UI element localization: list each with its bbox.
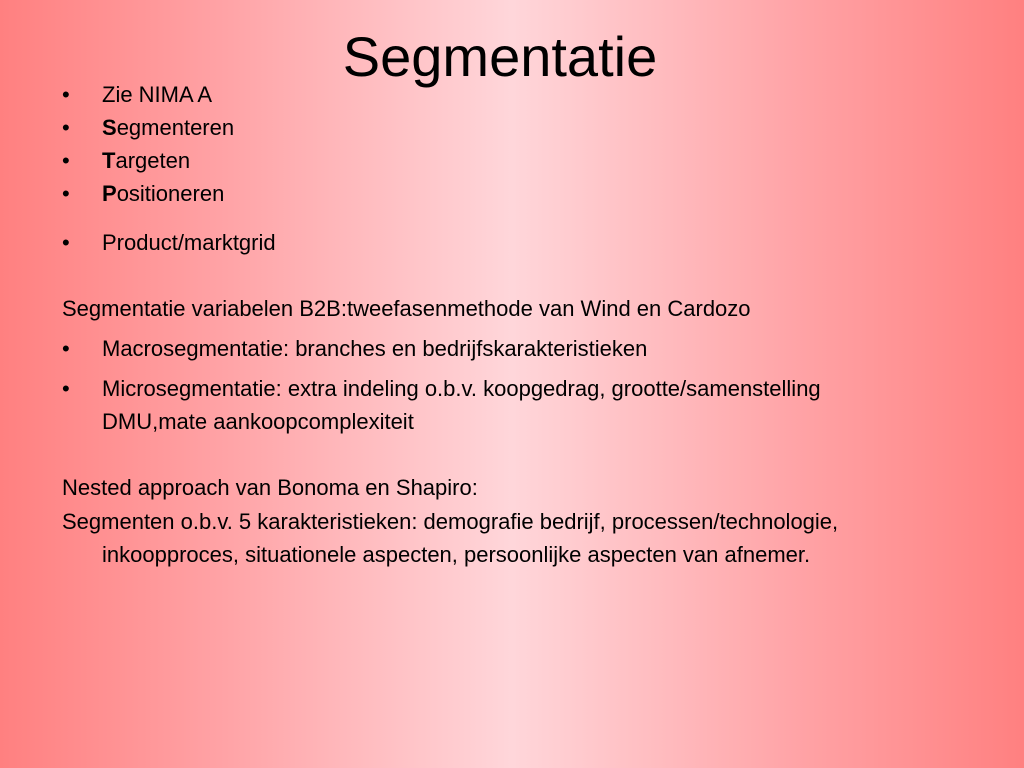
list-item-text: Macrosegmentatie: branches en bedrijfskarakteristieken xyxy=(102,336,648,361)
list-item-positioneren xyxy=(62,177,1002,210)
list-item-zie-nima xyxy=(62,78,1002,111)
bold-initial: P xyxy=(102,181,117,206)
bullet-icon: • xyxy=(62,230,70,255)
b2b-heading: Segmentatie variabelen B2B:tweefasenmethode van Wind en Cardozo xyxy=(62,296,751,321)
bold-initial: T xyxy=(102,148,116,173)
list-item-product-marktgrid xyxy=(62,226,1002,259)
slide-title: Segmentatie xyxy=(342,25,658,88)
list-item-segmenteren xyxy=(62,111,1002,144)
bold-initial: S xyxy=(102,115,117,140)
list-item-text: egmenteren xyxy=(116,115,235,140)
list-item-microsegmentatie xyxy=(62,372,842,438)
list-item-text: Product/marktgrid xyxy=(102,230,276,255)
bullet-icon: • xyxy=(62,336,70,361)
bullet-icon: • xyxy=(62,115,70,140)
slide-content xyxy=(62,78,1002,571)
bullet-icon: • xyxy=(62,148,70,173)
list-item-text: argeten xyxy=(115,148,191,173)
list-item-text: Zie NIMA A xyxy=(102,82,213,107)
bullet-icon: • xyxy=(62,181,70,206)
nested-text: Segmenten o.b.v. 5 karakteristieken: demografie bedrijf, processen/technologie, inkoopproces, situationele aspecten, persoonlijke aspecten van afnemer. xyxy=(62,509,839,567)
bullet-icon: • xyxy=(62,82,70,107)
list-item-text: Microsegmentatie: extra indeling o.b.v. koopgedrag, grootte/samenstelling DMU,mate aankoopcomplexiteit xyxy=(102,376,821,434)
list-item-macrosegmentatie xyxy=(62,332,1002,365)
nested-heading: Nested approach van Bonoma en Shapiro: xyxy=(62,475,478,500)
bullet-icon: • xyxy=(62,376,70,401)
list-item-targeten xyxy=(62,144,1002,177)
list-item-text: ositioneren xyxy=(116,181,225,206)
